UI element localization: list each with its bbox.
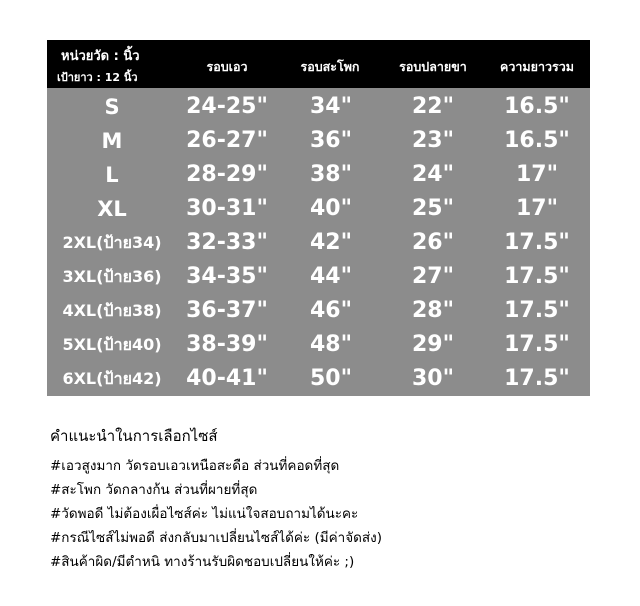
cell-waist: 26-27": [186, 128, 268, 153]
cell-size: 2XL(ป้าย34): [62, 233, 162, 252]
cell-waist: 40-41": [186, 366, 268, 391]
table-header: [47, 40, 590, 88]
cell-length: 17.5": [504, 264, 570, 289]
cell-hem: 30": [411, 366, 455, 391]
table-row: [47, 158, 590, 192]
cell-hem: 23": [411, 128, 455, 153]
cell-length: 17": [515, 196, 559, 221]
cell-hem: 26": [411, 230, 455, 255]
cell-hip: 50": [309, 366, 353, 391]
cell-size: S: [104, 95, 120, 119]
table-row: [47, 260, 590, 294]
notes-title: คำแนะนำในการเลือกไซส์: [50, 427, 218, 445]
table-row: [47, 362, 590, 396]
cell-waist: 24-25": [186, 94, 268, 119]
cell-hem: 25": [411, 196, 455, 221]
cell-length: 16.5": [504, 94, 570, 119]
cell-size: 5XL(ป้าย40): [62, 335, 162, 354]
cell-hip: 40": [309, 196, 353, 221]
cell-waist: 28-29": [186, 162, 268, 187]
size-chart-table: [47, 40, 590, 396]
notes-list: [50, 454, 382, 574]
cell-hip: 48": [309, 332, 353, 357]
col-header-length: ความยาวรวม: [500, 59, 574, 74]
unit-label: หน่วยวัด : นิ้ว: [61, 49, 140, 64]
note-item: #กรณีไซส์ไม่พอดี ส่งกลับมาเปลี่ยนไซส์ได้ค่ะ (มีค่าจัดส่ง): [50, 530, 383, 546]
table-row: [47, 294, 590, 328]
cell-size: 6XL(ป้าย42): [62, 369, 162, 388]
note-item: #เอวสูงมาก วัดรอบเอวเหนือสะดือ ส่วนที่คอดที่สุด: [50, 458, 340, 474]
cell-hip: 38": [309, 162, 353, 187]
cell-length: 17": [515, 162, 559, 187]
cell-size: XL: [97, 197, 127, 221]
cell-waist: 36-37": [186, 298, 268, 323]
table-row: [47, 226, 590, 260]
table-row: [47, 328, 590, 362]
col-header-hem: รอบปลายขา: [399, 59, 467, 74]
cell-size: 4XL(ป้าย38): [62, 301, 162, 320]
cell-waist: 32-33": [186, 230, 268, 255]
cell-waist: 30-31": [186, 196, 268, 221]
cell-hip: 36": [309, 128, 353, 153]
note-item: #วัดพอดี ไม่ต้องเผื่อไซส์ค่ะ ไม่แน่ใจสอบถามได้นะคะ: [50, 506, 359, 522]
col-header-waist: รอบเอว: [206, 59, 248, 74]
cell-hem: 29": [411, 332, 455, 357]
note-item: #สะโพก วัดกลางก้น ส่วนที่ผายที่สุด: [50, 482, 258, 498]
cell-hem: 27": [411, 264, 455, 289]
cell-hip: 34": [309, 94, 353, 119]
cell-size: M: [101, 129, 123, 153]
cell-hip: 46": [309, 298, 353, 323]
cell-hip: 42": [309, 230, 353, 255]
table-row: [47, 192, 590, 226]
cell-hem: 28": [411, 298, 455, 323]
table-row: [47, 90, 590, 124]
cell-hem: 24": [411, 162, 455, 187]
col-header-hip: รอบสะโพก: [300, 59, 360, 74]
cell-size: 3XL(ป้าย36): [62, 267, 162, 286]
cell-length: 17.5": [504, 332, 570, 357]
cell-length: 16.5": [504, 128, 570, 153]
cell-hip: 44": [309, 264, 353, 289]
note-item: #สินค้าผิด/มีตำหนิ ทางร้านรับผิดชอบเปลี่ยนให้ค่ะ ;): [50, 554, 355, 570]
cell-length: 17.5": [504, 366, 570, 391]
sizing-notes: [50, 424, 382, 574]
cell-size: L: [105, 163, 119, 187]
cell-length: 17.5": [504, 298, 570, 323]
cell-waist: 34-35": [186, 264, 268, 289]
cell-hem: 22": [411, 94, 455, 119]
cell-length: 17.5": [504, 230, 570, 255]
rise-label: เป้ายาว : 12 นิ้ว: [57, 71, 138, 84]
cell-waist: 38-39": [186, 332, 268, 357]
table-row: [47, 124, 590, 158]
